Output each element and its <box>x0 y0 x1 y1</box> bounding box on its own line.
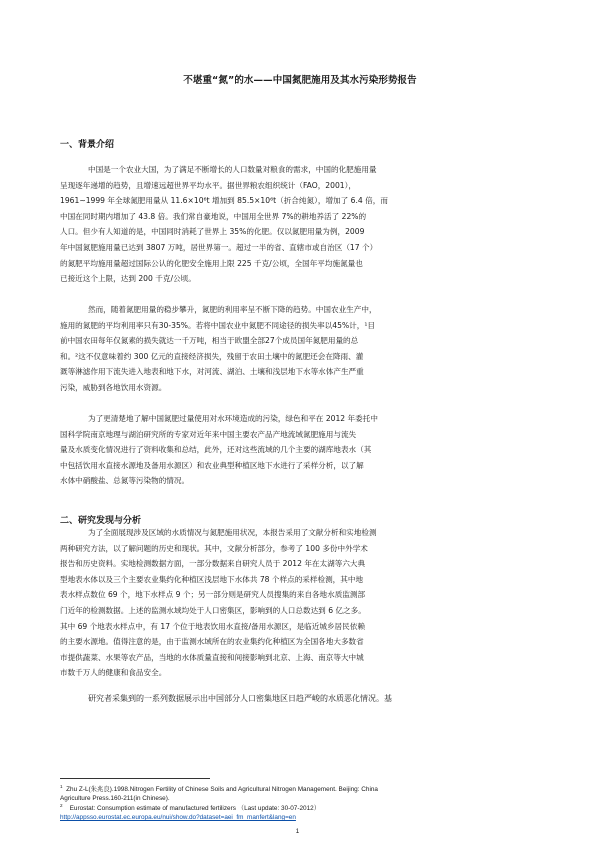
text-line: 市数千万人的健康和食品安全。 <box>60 668 167 678</box>
text-line: 的主要水源地。值得注意的是，由于监测水域所在的农业集约化种植区为全国各地大多数省 <box>60 637 364 647</box>
text-line: 市提供蔬菜、水果等农产品，当地的水体质量直接和间接影响到北京、上海、南京等大中城 <box>60 652 364 662</box>
text-line: 的氮肥平均施用量超过国际公认的化肥安全施用上限 225 千克/公顷，全国年平均施氮量也 <box>60 258 363 268</box>
section-heading-background: 一、背景介绍 <box>60 140 115 150</box>
text-line: 污染，威胁到各地饮用水资源。 <box>60 382 167 392</box>
text-line: 报告和历史资料。实地检测数据方面，一部分数据来自研究人员于 2012 年在太湖等六大典 <box>60 559 366 569</box>
text-line: 已接近这个上限，达到 200 千克/公顷。 <box>60 274 196 284</box>
text-line: 两种研究方法，以了解问题的历史和现状。其中，文献分析部分，参考了 100 多份中外学术 <box>60 543 368 553</box>
text-line: 水体中硝酸盐、总氮等污染物的情况。 <box>60 476 190 486</box>
text-line: 研究者采集到的一系列数据展示出中国部分人口密集地区日趋严峻的水质恶化情况。基 <box>88 694 392 703</box>
text-line: 施用的氮肥的平均利用率只有30-35%。若将中国农业中氮肥不同途径的损失率以45%计，¹目 <box>60 320 375 330</box>
footnote-text: Zhu Z-L(朱兆良).1998.Nitrogen Fertility of Chinese Soils and Agricultural Nitrogen Management. Beijing: China <box>66 786 378 794</box>
footnote-mark: 1 <box>60 784 63 789</box>
text-line: 表水样点数位 69 个，地下水样点 9 个；另一部分则是研究人员搜集的来自各地水质监测部 <box>60 590 366 600</box>
footnote-text: Eurostat: Consumption estimate of manufactured fertilizers （Last update: 30-07-2012） <box>69 805 321 813</box>
text-line: 中国是一个农业大国，为了满足不断增长的人口数量对粮食的需求，中国的化肥施用量 <box>88 165 377 174</box>
paragraph-background-3 <box>60 411 540 489</box>
text-line: 型地表水体以及三个主要农业集约化种植区浅层地下水体共 78 个样点的采样检测，其中地 <box>60 574 364 584</box>
text-line: 呈现逐年递增的趋势，且增速远超世界平均水平。据世界粮农组织统计（FAO，2001）， <box>60 180 357 190</box>
text-line: 人口。但少有人知道的是，中国同时消耗了世界上 35%的化肥。仅以氮肥用量为例，2009 <box>60 227 365 237</box>
text-line: 年中国氮肥施用量已达到 3807 万吨，居世界第一。超过一半的省、直辖市或自治区（17 个） <box>60 242 378 252</box>
paragraph-background-2 <box>60 302 540 396</box>
footnote-separator <box>60 778 210 779</box>
footnote-2 <box>60 801 540 823</box>
text-line: 前中国农田每年仅氮素的损失就达一千万吨，相当于欧盟全部27个成员国年氮肥用量的总 <box>60 336 359 346</box>
paragraph-findings-1 <box>60 525 540 681</box>
text-line: 其中 69 个地表水样点中，有 17 个位于地表饮用水直接/备用水源区，是临近城乡居民依赖 <box>60 621 365 631</box>
text-line: 国科学院南京地理与湖泊研究所的专家对近年来中国主要农产品产地流域氮肥施用与流失 <box>60 429 357 439</box>
footnote-mark: 2 <box>60 803 63 808</box>
text-line: 1961~1999 年全球氮肥用量从 11.6×10⁶t 增加到 85.5×10⁶t（折合纯氮），增加了 6.4 倍，而 <box>60 196 388 206</box>
document-title: 不堪重“氮”的水——中国氮肥施用及其水污染形势报告 <box>183 75 417 86</box>
section-heading-findings: 二、研究发现与分析 <box>60 516 142 526</box>
text-line: 门近年的检测数据。上述的监测水域均处于人口密集区，影响到的人口总数达到 6 亿之多。 <box>60 605 366 615</box>
text-line: 为了全面展现涉及区域的水质情况与氮肥施用状况，本报告采用了文献分析和实地检测 <box>88 528 377 537</box>
paragraph-background-1 <box>60 162 540 287</box>
footnote-link[interactable]: http://appsso.eurostat.ec.europa.eu/nui/show.do?dataset=aei_fm_manfert&lang=en <box>60 814 296 822</box>
text-line: 溉等淋滤作用下流失进入地表和地下水，对河流、湖泊、土壤和浅层地下水等水体产生严重 <box>60 367 364 377</box>
text-line: 中包括饮用水直接水源地及备用水源区）和农业典型种植区地下水进行了采样分析，以了解 <box>60 460 364 470</box>
footnote-text: Agriculture Press.160-211(in Chinese). <box>60 795 170 803</box>
text-line: 和。²这不仅意味着约 300 亿元的直接经济损失，残留于农田土壤中的氮肥还会在降雨、灌 <box>60 351 364 361</box>
text-line: 为了更清楚地了解中国氮肥过量使用对水环境造成的污染，绿色和平在 2012 年委托中 <box>88 414 378 423</box>
text-line: 中国在同时期内增加了 43.8 倍。我们常自豪地说，中国用全世界 7%的耕地养活了 22%的 <box>60 211 367 221</box>
text-line: 量及水质变化情况进行了资料收集和总结，此外，还对这些流域的几个主要的湖库地表水（其 <box>60 445 372 455</box>
paragraph-findings-2 <box>60 691 540 707</box>
page-number: 1 <box>295 828 300 835</box>
text-line: 然而，随着氮肥用量的稳步攀升，氮肥的利用率呈不断下降的趋势。中国农业生产中， <box>88 305 377 314</box>
